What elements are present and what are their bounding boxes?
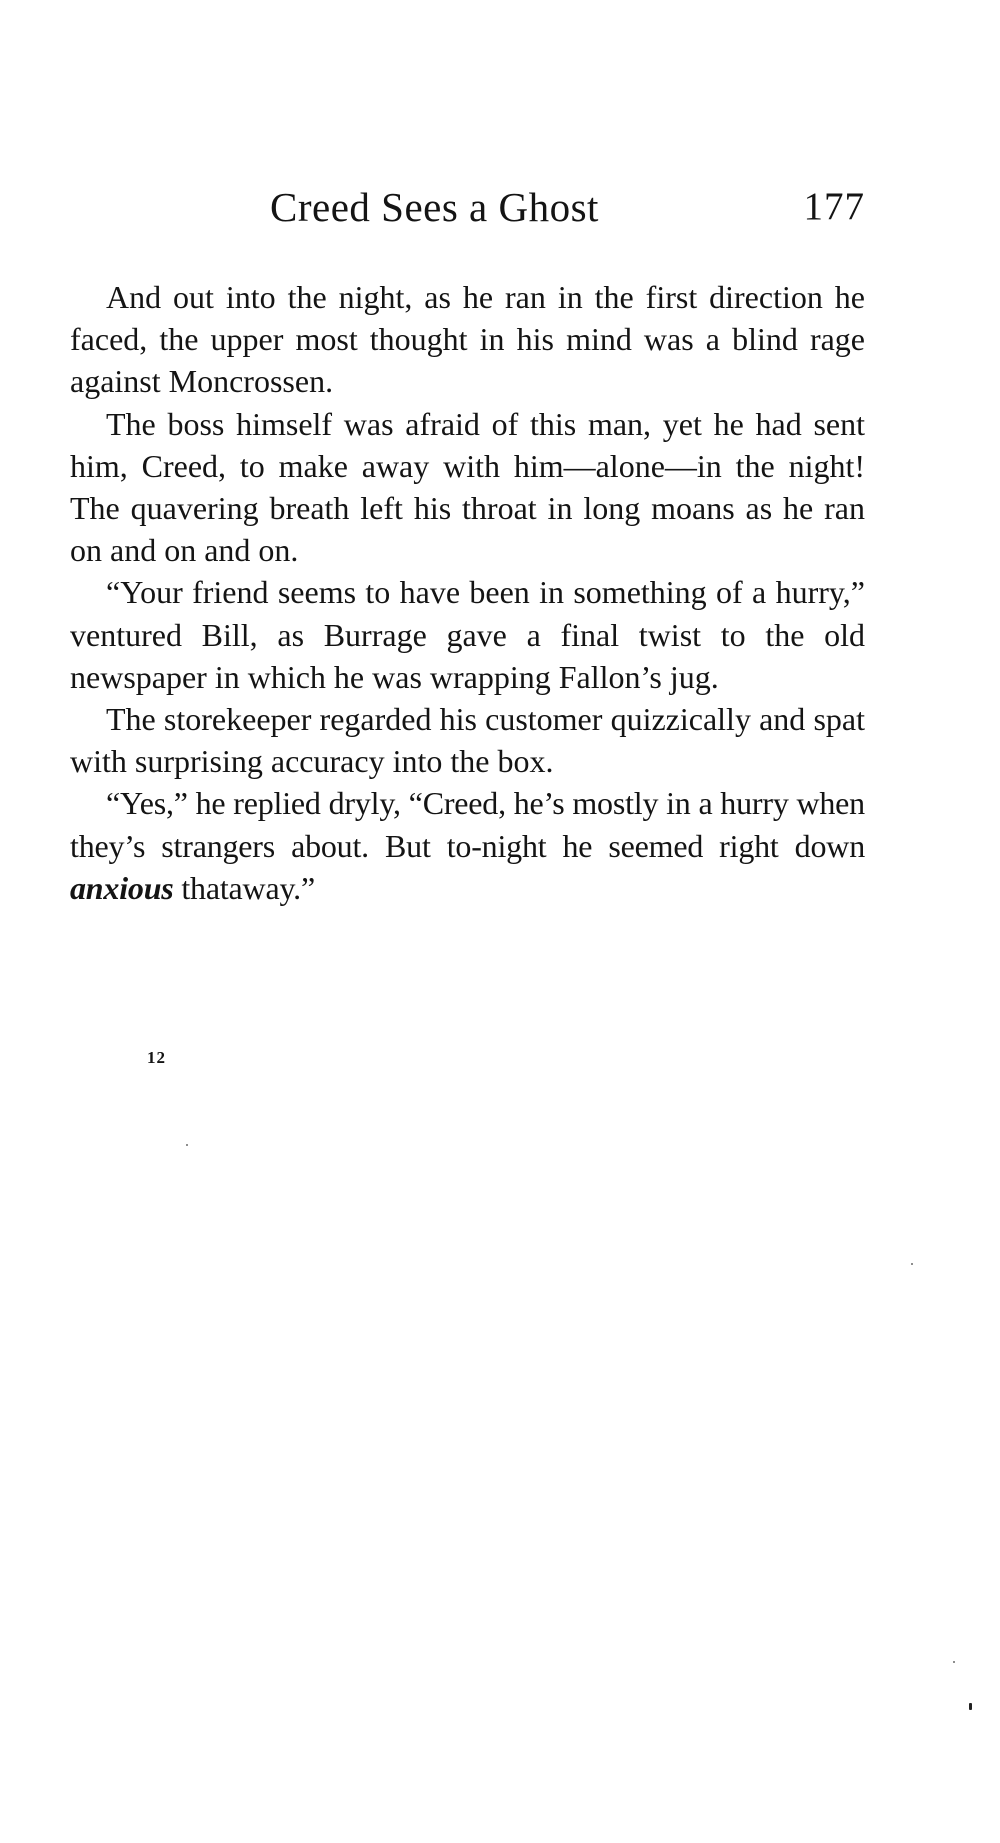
paragraph: The storekeeper regarded his customer quizzically and spat with surprising accuracy into the box. — [70, 701, 865, 780]
paper-speck — [911, 1263, 913, 1265]
emphasized-word: anxious — [70, 869, 174, 906]
paragraph: “Your friend seems to have been in something of a hurry,” ventured Bill, as Burrage gave a final twist to the old newspaper in which he was wrapping Fallon’s jug. — [70, 574, 865, 695]
paper-speck — [969, 1703, 972, 1710]
paper-speck — [186, 1144, 188, 1146]
paragraph — [70, 782, 865, 909]
page-number: 177 — [803, 185, 865, 228]
paragraph: And out into the night, as he ran in the first direction he faced, the upper most thought in his mind was a blind rage against Moncrossen. — [70, 279, 865, 400]
paragraph: The boss himself was afraid of this man, yet he had sent him, Creed, to make away with him—alone—in the night! The quavering breath left his throat in long moans as he ran on and on and on. — [70, 405, 865, 569]
paper-speck — [953, 1661, 955, 1663]
body-text — [70, 276, 865, 909]
paragraph-text: thataway.” — [173, 869, 315, 906]
running-head — [70, 182, 865, 232]
paragraph-text: “Yes,” he replied dryly, “Creed, he’s mostly in a hurry when they’s strangers about. But to-night he seemed right down — [70, 785, 865, 864]
chapter-title: Creed Sees a Ghost — [270, 184, 599, 230]
signature-mark: 12 — [147, 1048, 166, 1067]
